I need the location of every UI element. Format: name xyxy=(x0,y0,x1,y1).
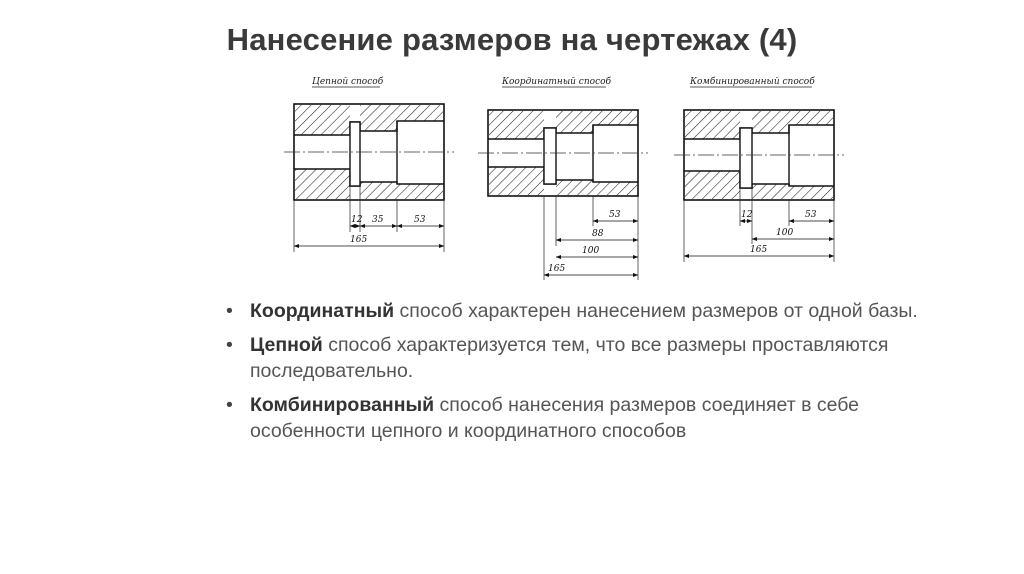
bullet-term: Комбинированный xyxy=(250,394,435,416)
dim-12: 12 xyxy=(351,215,363,225)
dim-12: 12 xyxy=(741,210,753,220)
bullet-item xyxy=(226,332,926,384)
dim-100: 100 xyxy=(582,246,600,256)
part-section xyxy=(478,110,648,196)
dim-53: 53 xyxy=(414,215,426,225)
dim-100: 100 xyxy=(776,228,794,238)
bullet-text: способ характеризуется тем, что все размеры проставляются последовательно. xyxy=(250,334,889,382)
bullet-dot: • xyxy=(226,300,233,322)
dimension-lines xyxy=(544,196,638,280)
drawing-chain-label: Цепной способ xyxy=(312,77,384,87)
drawing-coordinate-label: Координатный способ xyxy=(502,77,612,87)
drawing-chain xyxy=(284,76,454,252)
bullet-term: Координатный xyxy=(250,300,395,322)
bullet-list xyxy=(226,298,926,452)
drawing-combined xyxy=(674,76,844,262)
part-section xyxy=(284,104,454,200)
dim-165: 165 xyxy=(350,235,368,245)
dim-165: 165 xyxy=(750,245,768,255)
dim-53: 53 xyxy=(805,210,817,220)
drawing-combined-label: Комбинированный способ xyxy=(690,77,815,87)
bullet-dot: • xyxy=(226,394,233,416)
bullet-item xyxy=(226,392,926,444)
drawing-coordinate xyxy=(478,76,648,280)
dim-88: 88 xyxy=(592,229,604,239)
bullet-item xyxy=(226,298,926,324)
dim-35: 35 xyxy=(372,215,384,225)
dimension-lines xyxy=(684,188,834,262)
bullet-dot: • xyxy=(226,334,233,356)
part-section xyxy=(674,110,844,200)
dim-165: 165 xyxy=(548,264,566,274)
dim-53: 53 xyxy=(609,210,621,220)
bullet-text: способ характерен нанесением размеров от одной базы. xyxy=(394,300,918,322)
bullet-text: способ нанесения размеров соединяет в себе особенности цепного и координатного способов xyxy=(250,394,860,442)
slide-title: Нанесение размеров на чертежах (4) xyxy=(226,22,798,57)
bullet-term: Цепной xyxy=(250,334,323,356)
